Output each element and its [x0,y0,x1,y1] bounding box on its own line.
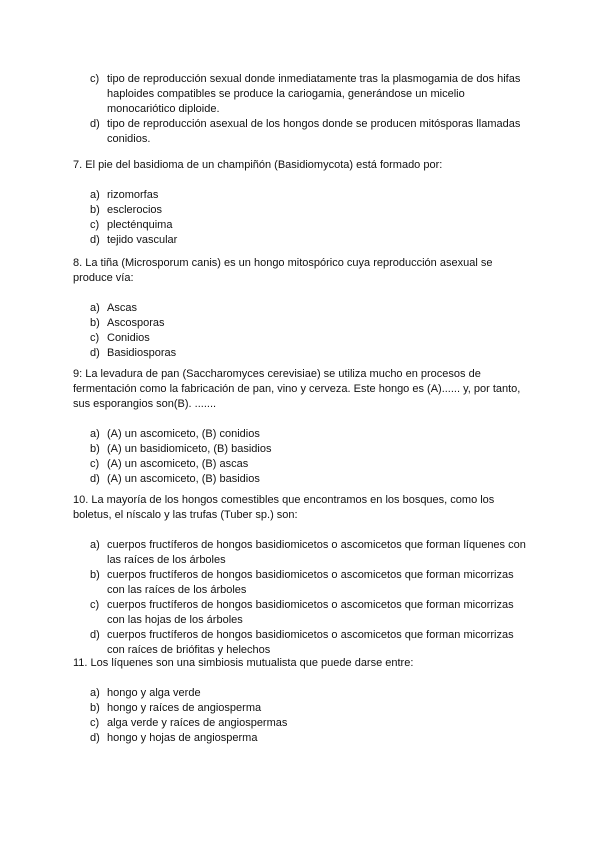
question-8 [73,256,533,361]
option-letter: d) [90,732,100,744]
option-text: cuerpos fructíferos de hongos basidiomicetos o ascomicetos que forman micorrizas con las raíces de los árboles [107,569,514,596]
option-text: (A) un basidiomiceto, (B) basidios [107,443,272,455]
option-letter: a) [90,302,100,314]
option-letter: d) [90,347,100,359]
option-text: cuerpos fructíferos de hongos basidiomicetos o ascomicetos que forman micorrizas con las hojas de los árboles [107,599,514,626]
option-text: plecténquima [107,219,173,231]
option-b [73,316,533,331]
option-d [73,628,533,658]
option-list [73,538,533,658]
option-letter: d) [90,629,100,641]
option-letter: c) [90,717,100,729]
option-text: (A) un ascomiceto, (B) conidios [107,428,260,440]
option-c [73,457,533,472]
question-text: 9: La levadura de pan (Saccharomyces cerevisiae) se utiliza mucho en procesos de fermentación como la fabricación de pan, vino y cerveza. Este hongo es (A)...... y, por tanto, sus esporangios son(B). ....... [73,368,521,410]
option-text: alga verde y raíces de angiospermas [107,717,288,729]
option-text: tipo de reproducción asexual de los hongos donde se producen mitósporas llamadas conidios. [107,118,521,145]
question-text: 11. Los líquenes son una simbiosis mutualista que puede darse entre: [73,657,414,669]
option-b [73,442,533,457]
option-list [73,686,533,746]
question-text: 10. La mayoría de los hongos comestibles que encontramos en los bosques, como los boletus, el níscalo y las trufas (Tuber sp.) son: [73,494,495,521]
option-text: Basidiosporas [107,347,177,359]
option-letter: a) [90,428,100,440]
option-letter: a) [90,687,100,699]
option-list [73,72,533,147]
option-text: Conidios [107,332,150,344]
option-text: (A) un ascomiceto, (B) basidios [107,473,260,485]
option-letter: c) [90,599,100,611]
option-b [73,203,533,218]
option-c [73,218,533,233]
option-c [73,331,533,346]
option-text: tipo de reproducción sexual donde inmediatamente tras la plasmogamia de dos hifas haploides compatibles se produce la cariogamia, generándose un micelio monocariótico diploide. [107,73,521,115]
question-7 [73,158,533,248]
option-letter: d) [90,118,100,130]
option-c [73,716,533,731]
option-list [73,188,533,248]
option-letter: c) [90,219,100,231]
option-a [73,427,533,442]
question-9 [73,367,533,487]
question-text: 8. La tiña (Microsporum canis) es un hongo mitospórico cuya reproducción asexual se produce vía: [73,257,493,284]
option-text: rizomorfas [107,189,159,201]
option-c [73,598,533,628]
option-text: tejido vascular [107,234,178,246]
option-letter: b) [90,204,100,216]
option-letter: a) [90,539,100,551]
option-b [73,701,533,716]
question-10 [73,493,533,658]
option-letter: c) [90,332,100,344]
option-a [73,686,533,701]
option-a [73,538,533,568]
option-letter: b) [90,317,100,329]
option-a [73,188,533,203]
option-text: cuerpos fructíferos de hongos basidiomicetos o ascomicetos que forman líquenes con las raíces de los árboles [107,539,526,566]
option-letter: b) [90,702,100,714]
option-list [73,301,533,361]
option-d [73,346,533,361]
option-a [73,301,533,316]
option-letter: b) [90,569,100,581]
option-list [73,427,533,487]
option-text: (A) un ascomiceto, (B) ascas [107,458,249,470]
option-text: cuerpos fructíferos de hongos basidiomicetos o ascomicetos que forman micorrizas con raíces de briófitas y helechos [107,629,514,656]
option-d [73,472,533,487]
option-letter: c) [90,73,100,85]
option-b [73,568,533,598]
option-text: hongo y raíces de angiosperma [107,702,262,714]
option-letter: c) [90,458,100,470]
question-6-tail [73,72,533,147]
question-11 [73,656,533,746]
option-text: hongo y alga verde [107,687,201,699]
option-letter: a) [90,189,100,201]
option-text: esclerocios [107,204,163,216]
option-d [73,233,533,248]
option-text: Ascosporas [107,317,165,329]
option-letter: d) [90,473,100,485]
option-text: hongo y hojas de angiosperma [107,732,258,744]
option-d [73,117,533,147]
option-letter: d) [90,234,100,246]
option-d [73,731,533,746]
question-text: 7. El pie del basidioma de un champiñón (Basidiomycota) está formado por: [73,159,443,171]
option-text: Ascas [107,302,137,314]
option-letter: b) [90,443,100,455]
option-c [73,72,533,117]
